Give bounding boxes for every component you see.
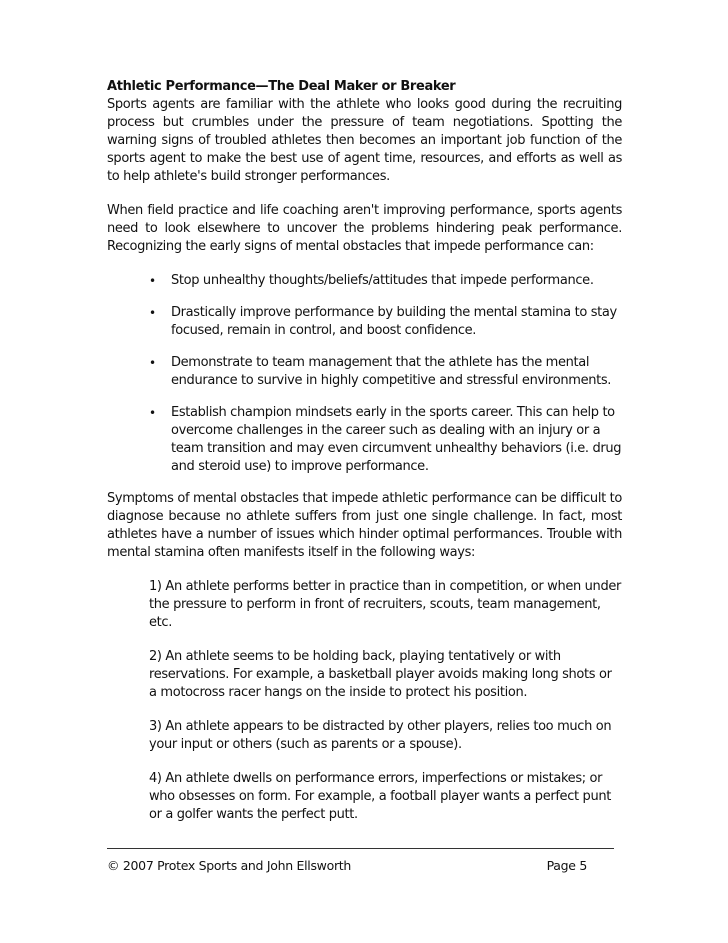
bullet-text: Demonstrate to team management that the athlete has the mental endurance to survive in highly competitive and stressful environments. — [171, 355, 612, 388]
bullet-text: Establish champion mindsets early in the sports career. This can help to overcome challenges in the career such as dealing with an injury or a team transition and may even circumvent unhealthy behaviors (i.e. drug and steroid use) to improve performance. — [171, 405, 622, 474]
bullet-icon: • — [149, 356, 156, 370]
bullet-icon: • — [149, 306, 156, 320]
list-item — [107, 304, 622, 340]
bullet-icon: • — [149, 406, 156, 420]
numbered-item: 4) An athlete dwells on performance errors, imperfections or mistakes; or who obsesses on form. For example, a football player wants a perfect punt or a golfer wants the perfect putt. — [149, 771, 611, 822]
section-title: Athletic Performance—The Deal Maker or Breaker — [107, 79, 456, 94]
symptoms-list — [107, 578, 622, 824]
numbered-item: 2) An athlete seems to be holding back, playing tentatively or with reservations. For example, a basketball player avoids making long shots or a motocross racer hangs on the inside to protect his position. — [149, 649, 612, 700]
list-item — [107, 404, 622, 476]
bullet-text: Stop unhealthy thoughts/beliefs/attitudes that impede performance. — [171, 273, 594, 288]
list-item — [107, 354, 622, 390]
list-item — [107, 272, 622, 290]
page-footer — [107, 858, 587, 874]
practice-paragraph: When field practice and life coaching aren't improving performance, sports agents need to look elsewhere to uncover the problems hindering peak performance. Recognizing the early signs of mental obstacles that impede performance can: — [107, 203, 622, 254]
page-number: Page 5 — [546, 858, 587, 873]
bullet-text: Drastically improve performance by building the mental stamina to stay focused, remain in control, and boost confidence. — [171, 305, 617, 338]
footer-divider — [107, 848, 614, 849]
bullet-icon: • — [149, 274, 156, 288]
copyright-text: © 2007 Protex Sports and John Ellsworth — [107, 858, 352, 873]
intro-paragraph: Sports agents are familiar with the athlete who looks good during the recruiting process but crumbles under the pressure of team negotiations. Spotting the warning signs of troubled athletes then becomes an important job function of the sports agent to make the best use of agent time, resources, and efforts as well as to help athlete's build stronger performances. — [107, 97, 622, 184]
numbered-item: 3) An athlete appears to be distracted by other players, relies too much on your input or others (such as parents or a spouse). — [149, 719, 612, 752]
benefits-list — [107, 272, 622, 476]
page-content — [107, 78, 622, 840]
numbered-item: 1) An athlete performs better in practice than in competition, or when under the pressure to perform in front of recruiters, scouts, team management, etc. — [149, 579, 621, 630]
symptoms-paragraph: Symptoms of mental obstacles that impede athletic performance can be difficult to diagnose because no athlete suffers from just one single challenge. In fact, most athletes have a number of issues which hinder optimal performances. Trouble with mental stamina often manifests itself in the following ways: — [107, 491, 622, 560]
